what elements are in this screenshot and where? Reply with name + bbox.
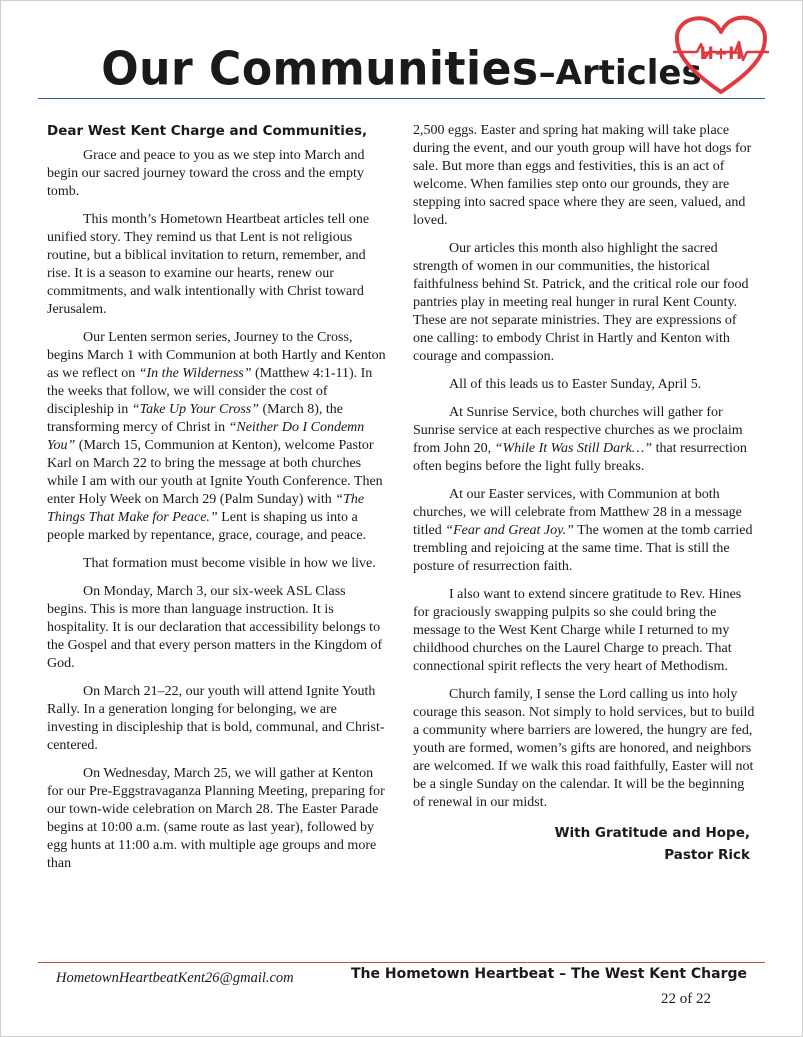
sermon-title: “Neither Do I Condemn You” [47, 420, 365, 453]
paragraph: All of this leads us to Easter Sunday, April 5. [449, 377, 702, 392]
footer-newsletter-title: The Hometown Heartbeat – The West Kent Charge [350, 966, 747, 982]
paragraph: On Wednesday, March 25, we will gather at Kenton for our Pre-Eggstravaganza Planning Meeting, preparing for our town-wide celebration on March 28. The Easter Parade begins at 10:00 a.m. (same route as last year), followed by egg hunts at 11:00 a.m. with multiple age groups and more than [47, 766, 385, 871]
title-dash: – [538, 53, 556, 93]
signature: Pastor Rick [664, 847, 750, 863]
footer-email: HometownHeartbeatKent26@gmail.com [56, 970, 294, 986]
paragraph: Our articles this month also highlight the sacred strength of women in our communities, the historical faithfulness behind St. Patrick, and the critical role our food pantries play in meeting real hunger in rural Kent County. These are not separate ministries. They are expressions of one calling: to embody Christ in Hartly and Kenton with courage and compassion. [413, 241, 749, 364]
footer-rule [38, 962, 765, 963]
sermon-title: “While It Was Still Dark…” [494, 441, 653, 456]
title-main: Our Communities [101, 42, 539, 97]
paragraph: I also want to extend sincere gratitude to Rev. Hines for graciously swapping pulpits so she could bring the message to the West Kent Charge while I returned to my childhood churches on the Laurel Charge to preach. That connectional spirit reflects the very heart of Methodism. [413, 587, 742, 674]
paragraph: That formation must become visible in how we live. [83, 556, 376, 571]
sermon-title: “The Things That Make for Peace.” [47, 492, 365, 525]
paragraph-continued: 2,500 eggs. Easter and spring hat making will take place during the event, and our youth group will have hot dogs for sale. But more than eggs and festivities, this is an act of welcome. When families step onto our grounds, they are stepping into sacred space where they are seen, valued, and loved. [413, 123, 752, 228]
logo-text: H+H [699, 44, 743, 64]
page-number: 22 of 22 [661, 991, 711, 1007]
closing-line: With Gratitude and Hope, [554, 825, 750, 841]
sermon-title: “Fear and Great Joy.” [445, 523, 574, 538]
heartbeat-heart-icon [671, 12, 771, 98]
paragraph: On March 21–22, our youth will attend Ignite Youth Rally. In a generation longing for belonging, we are investing in discipleship that is bold, communal, and Christ-centered. [47, 684, 385, 753]
paragraph: Church family, I sense the Lord calling us into holy courage this season. Not simply to hold services, but to build a community where barriers are lowered, the hungry are fed, youth are formed, women’s gifts are honored, and neighbors are welcomed. If we walk this road faithfully, Easter will not be a single Sunday on the calendar. It will be the beginning of renewal in our midst. [413, 687, 755, 810]
salutation: Dear West Kent Charge and Communities, [47, 123, 368, 139]
paragraph: At Sunrise Service, both churches will gather for Sunrise service at each respective churches as we proclaim from John 20, “While It Was Still Dark…” that resurrection often begins before the light fully breaks. [413, 405, 747, 474]
sermon-title: “Take Up Your Cross” [131, 402, 260, 417]
right-column [413, 122, 755, 866]
title-sub: Articles [555, 53, 702, 93]
header-rule [38, 98, 765, 99]
sermon-title: “In the Wilderness” [138, 366, 252, 381]
paragraph: This month’s Hometown Heartbeat articles tell one unified story. They remind us that Lent is not religious routine, but a biblical invitation to return, remember, and rise. It is a season to examine our hearts, renew our commitments, and walk intentionally with Christ toward Jerusalem. [47, 212, 370, 317]
paragraph: Grace and peace to you as we step into March and begin our sacred journey toward the cross and the empty tomb. [47, 148, 365, 199]
paragraph: At our Easter services, with Communion at both churches, we will celebrate from Matthew 28 in a message titled “Fear and Great Joy.” The women at the tomb carried trembling and rejoicing at the same time. That is still the posture of resurrection faith. [413, 487, 753, 574]
left-column [47, 122, 389, 883]
closing-block [413, 822, 755, 866]
paragraph-sermon-series: Our Lenten sermon series, Journey to the Cross, begins March 1 with Communion at both Hartly and Kenton as we reflect on “In the Wilderness” (Matthew 4:1-11). In the weeks that follow, we will consider the cost of discipleship in “Take Up Your Cross” (March 8), the transforming mercy of Christ in “Neither Do I Condemn You” (March 15, Communion at Kenton), welcome Pastor Karl on March 22 to bring the message at both churches while I am with our youth at Ignite Youth Conference. Then enter Holy Week on March 29 (Palm Sunday) with “The Things That Make for Peace.” Lent is shaping us into a people marked by repentance, grace, courage, and peace. [47, 330, 386, 543]
paragraph: On Monday, March 3, our six-week ASL Class begins. This is more than language instruction. It is hospitality. It is our declaration that accessibility belongs to the Gospel and that every person matters in the Kingdom of God. [47, 584, 383, 671]
